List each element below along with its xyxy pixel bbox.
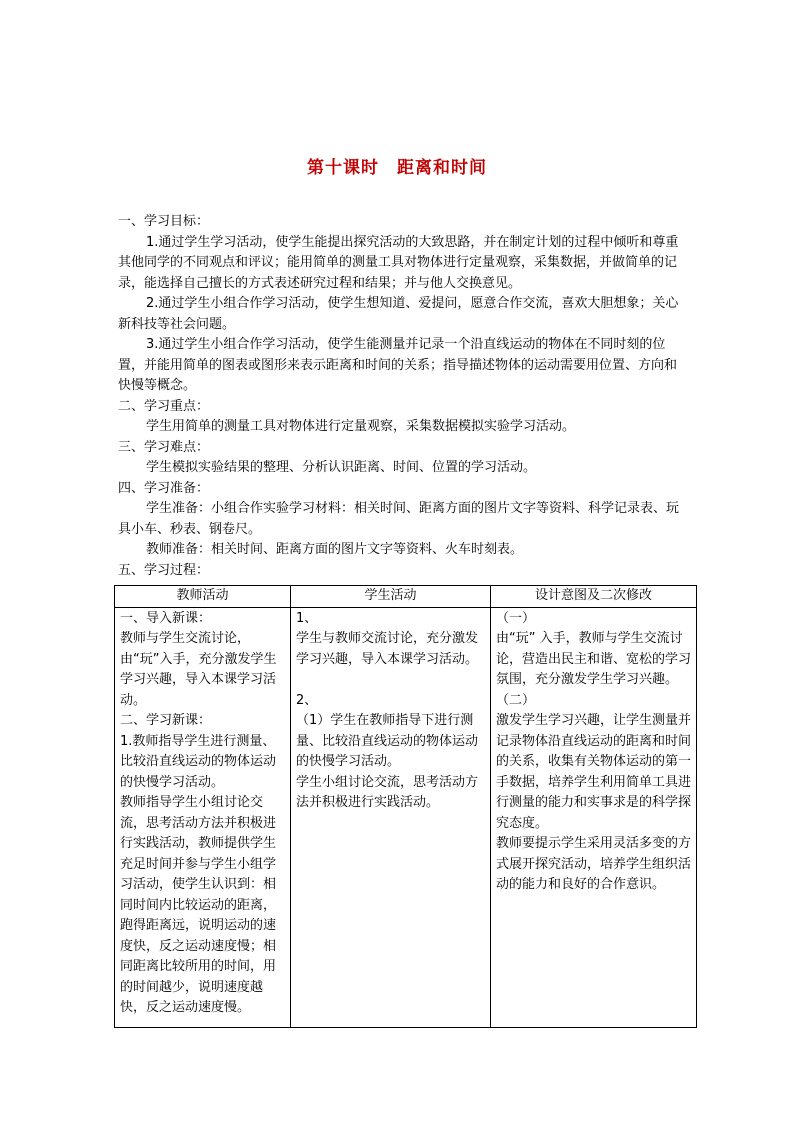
cell-paragraph: 2、 xyxy=(296,692,318,708)
header-teacher-activity: 教师活动 xyxy=(115,586,291,608)
key-text: 学生用简单的测量工具对物体进行定量观察，采集数据模拟实验学习活动。 xyxy=(146,419,576,434)
teacher-activity-cell xyxy=(115,607,291,1027)
difficulty-heading: 三、学习难点： xyxy=(118,439,210,455)
design-intent-cell xyxy=(491,607,697,1027)
header-student-activity: 学生活动 xyxy=(291,586,491,608)
cell-paragraph: 激发学生学习兴趣，让学生测量并记录物体沿直线运动的距离和时间的关系，收集有关物体运动的第一手数据，培养学生利用简单工具进行测量的能力和实事求是的科学探究态度。 xyxy=(496,713,692,831)
goal-3: 3.通过学生小组合作学习活动，使学生能测量并记录一个沿直线运动的物体在不同时刻的位置，并能用简单的图表或图形来表示距离和时间的关系；指导描述物体的运动需要用位置、方向和快慢等概念。 xyxy=(118,337,678,393)
difficulty-text: 学生模拟实验结果的整理、分析认识距离、时间、位置的学习活动。 xyxy=(146,460,537,475)
cell-spacer xyxy=(296,670,485,691)
header-design-intent: 设计意图及二次修改 xyxy=(491,586,697,608)
table-header-row xyxy=(115,586,697,608)
student-activity-cell xyxy=(291,607,491,1027)
cell-paragraph: 教师与学生交流讨论，由“玩”入手，充分激发学生学习兴趣，导入本课学习活动。 xyxy=(120,631,277,708)
cell-paragraph: 一、导入新课： xyxy=(120,610,212,626)
process-table xyxy=(114,585,697,1028)
cell-paragraph: 1、 xyxy=(296,610,318,626)
cell-paragraph: （1）学生在教师指导下进行测量、比较沿直线运动的物体运动的快慢学习活动。 xyxy=(296,713,479,769)
cell-paragraph: 教师指导学生小组讨论交流，思考活动方法并积极进行实践活动，教师提供学生充足时间并参与学生小组学习活动，使学生认识到：相同时间内比较运动的距离，跑得距离远，说明运动的速度快，反之运动速度慢；相同距离比较所用的时间，用的时间越少，说明速度越快，反之运动速度慢。 xyxy=(120,795,277,1015)
prep-student: 学生准备：小组合作实验学习材料：相关时间、距离方面的图片文字等资料、科学记录表、玩具小车、秒表、钢卷尺。 xyxy=(118,501,680,537)
key-heading: 二、学习重点： xyxy=(118,398,210,414)
cell-paragraph: 学生与教师交流讨论，充分激发学习兴趣，导入本课学习活动。 xyxy=(296,631,479,667)
process-heading: 五、学习过程： xyxy=(118,562,210,578)
cell-paragraph: 二、学习新课： xyxy=(120,713,212,728)
goal-1: 1.通过学生学习活动，使学生能提出探究活动的大致思路，并在制定计划的过程中倾听和尊重其他同学的不同观点和评议；能用简单的测量工具对物体进行定量观察，采集数据，并做简单的记录，能选择自己擅长的方式表述研究过程和结果；并与他人交换意见。 xyxy=(118,234,679,291)
document-body xyxy=(118,212,680,581)
cell-paragraph: （一） xyxy=(496,610,536,626)
goal-2: 2.通过学生小组合作学习活动，使学生想知道、爱提问，愿意合作交流，喜欢大胆想象；关心新科技等社会问题。 xyxy=(118,296,679,332)
prep-teacher: 教师准备：相关时间、距离方面的图片文字等资料、火车时刻表。 xyxy=(146,542,524,557)
goals-heading: 一、学习目标： xyxy=(118,214,210,229)
cell-paragraph: （二） xyxy=(496,692,536,708)
cell-paragraph: 学生小组讨论交流，思考活动方法并积极进行实践活动。 xyxy=(296,774,479,810)
cell-paragraph: 1.教师指导学生进行测量、比较沿直线运动的物体运动的快慢学习活动。 xyxy=(120,733,277,790)
cell-paragraph: 由“玩” 入手，教师与学生交流讨论，营造出民主和谐、宽松的学习氛围，充分激发学生学习兴趣。 xyxy=(496,631,692,687)
cell-paragraph: 教师要提示学生采用灵活多变的方式展开探究活动，培养学生组织活动的能力和良好的合作意识。 xyxy=(496,836,692,892)
prep-heading: 四、学习准备： xyxy=(118,480,210,496)
table-row xyxy=(115,607,697,1027)
page-title: 第十课时 距离和时间 xyxy=(307,158,487,178)
